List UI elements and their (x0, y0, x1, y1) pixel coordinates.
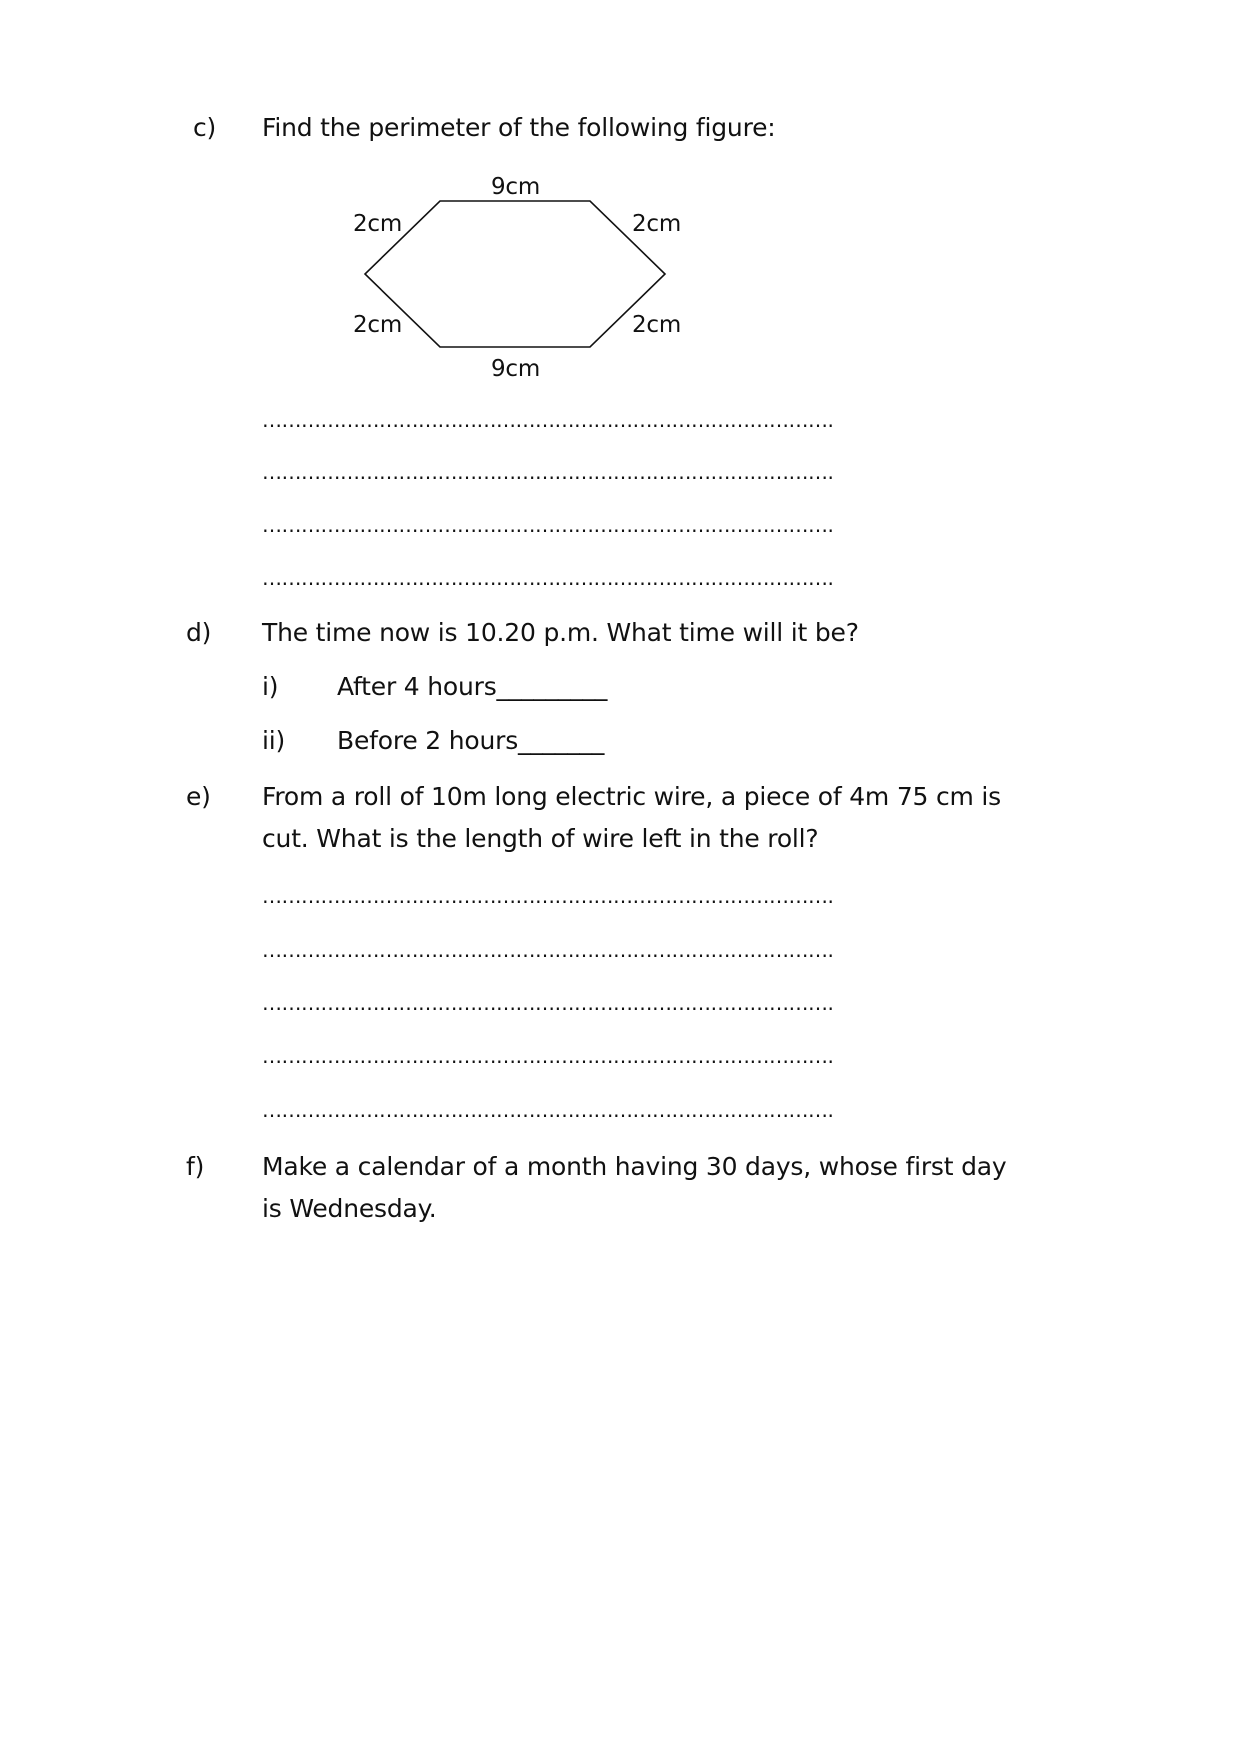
question-e-prompt-line2: cut. What is the length of wire left in the roll? (262, 824, 819, 853)
hexagon-shape (365, 201, 665, 347)
question-f-marker: f) (186, 1152, 205, 1181)
figure-label-bottom: 9cm (491, 356, 541, 382)
question-c-marker: c) (193, 113, 217, 142)
figure-label-upper-left: 2cm (353, 211, 403, 237)
figure-label-lower-right: 2cm (632, 312, 682, 338)
answer-line[interactable]: ……………………………………………………………………………. (262, 991, 834, 1015)
question-d-marker: d) (186, 618, 212, 647)
question-c-prompt: Find the perimeter of the following figure: (262, 113, 776, 142)
answer-line[interactable]: ……………………………………………………………………………. (262, 1044, 834, 1068)
figure-label-lower-left: 2cm (353, 312, 403, 338)
figure-label-upper-right: 2cm (632, 211, 682, 237)
answer-line[interactable]: ……………………………………………………………………………. (262, 938, 834, 962)
answer-line[interactable]: ……………………………………………………………………………. (262, 884, 834, 908)
subpart-marker: i) (262, 672, 279, 701)
answer-line[interactable]: ……………………………………………………………………………. (262, 513, 834, 537)
answer-line[interactable]: ……………………………………………………………………………. (262, 1098, 834, 1122)
question-e-marker: e) (186, 782, 211, 811)
question-d-prompt: The time now is 10.20 p.m. What time will it be? (262, 618, 859, 647)
figure-label-top: 9cm (491, 174, 541, 200)
answer-line[interactable]: ……………………………………………………………………………. (262, 408, 834, 432)
answer-line[interactable]: ……………………………………………………………………………. (262, 566, 834, 590)
answer-line[interactable]: ……………………………………………………………………………. (262, 460, 834, 484)
question-f-prompt-line1: Make a calendar of a month having 30 days, whose first day (262, 1152, 1007, 1181)
subpart-marker: ii) (262, 726, 286, 755)
subpart-before-2-hours: Before 2 hours_______ (337, 726, 605, 755)
hexagon-figure (0, 0, 1241, 400)
question-e-prompt-line1: From a roll of 10m long electric wire, a piece of 4m 75 cm is (262, 782, 1001, 811)
question-f-prompt-line2: is Wednesday. (262, 1194, 437, 1223)
subpart-after-4-hours: After 4 hours_________ (337, 672, 608, 701)
